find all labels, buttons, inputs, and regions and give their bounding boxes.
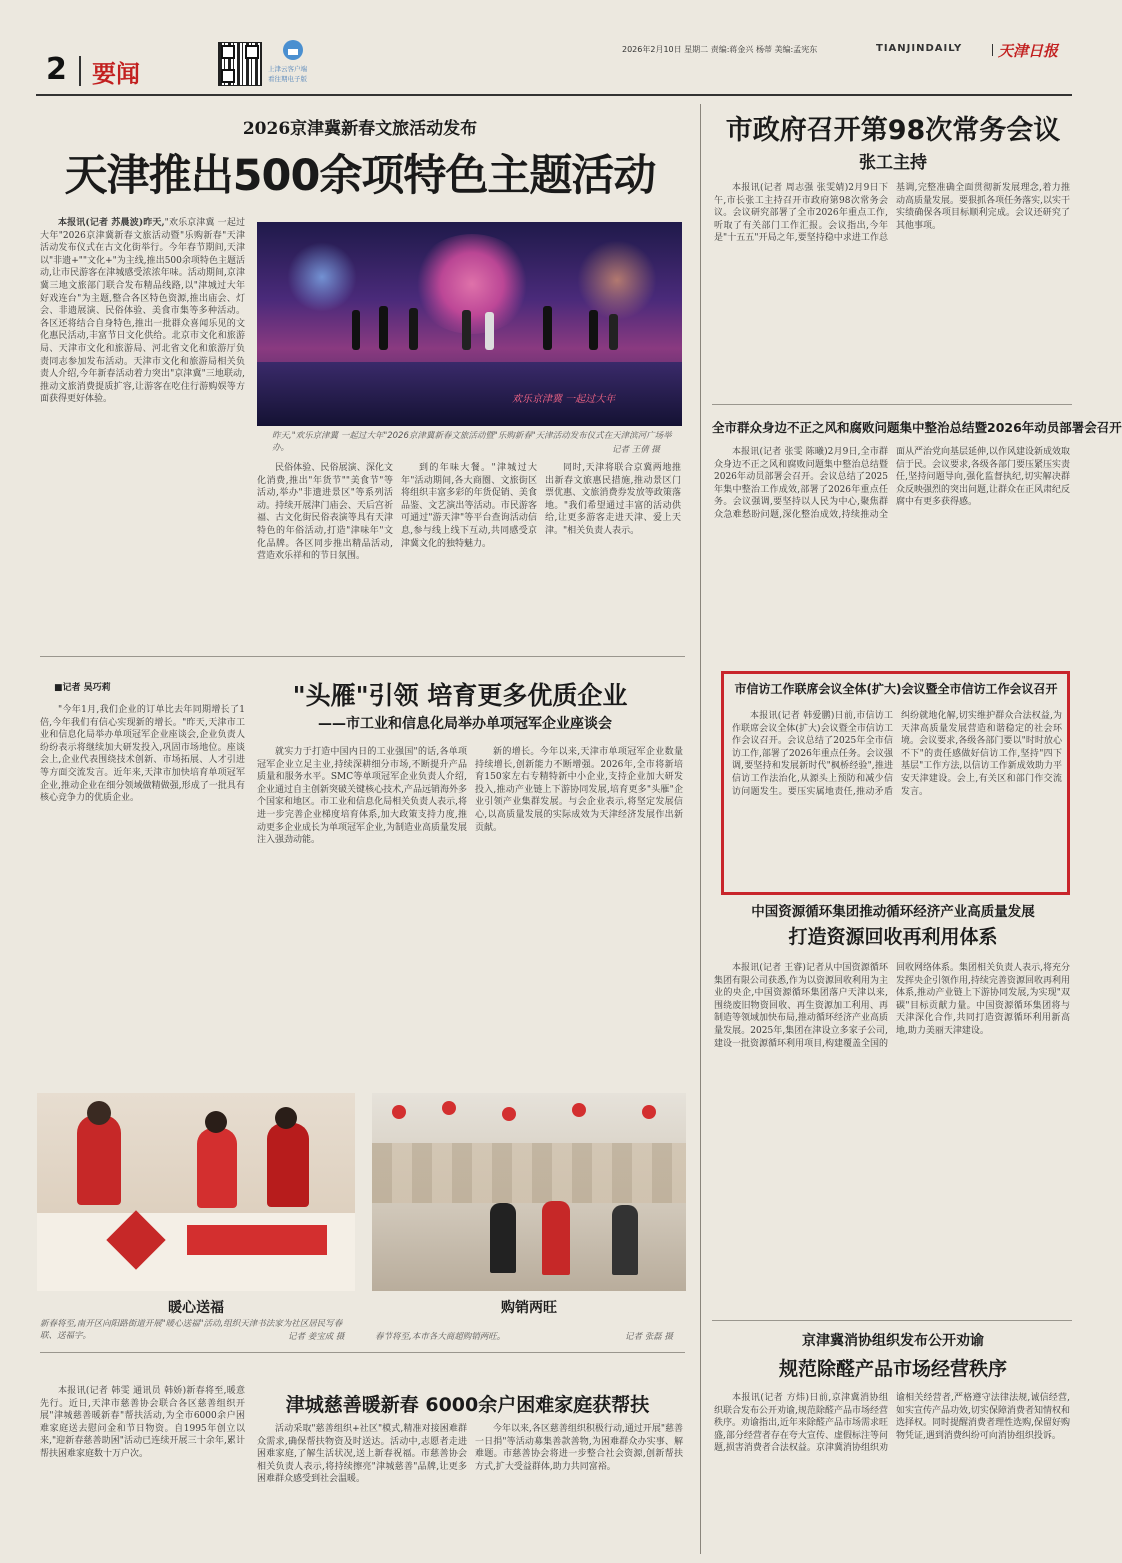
resources-kicker: 中国资源循环集团推动循环经济产业高质量发展 <box>751 904 1035 920</box>
xinfang-text: 本报讯(记者 韩爱鹏)日前,市信访工作联席会议全体(扩大)会议暨全市信访工作会议召开。会议总结了2025年全市信访工作,部署了2026年重点任务。会议强调,要坚持和发展新时代"枫桥经验",推进信访工作法治化,从源头上预防和减少信访问题发生。要压实属地责任,推动矛盾纠纷就地化解,切实维护群众合法权益,为天津高质量发展营造和谐稳定的社会环境。会议要求,各级各部门要以"时时放心不下"的责任感做好信访工作,坚持"四下基层"工作方法,以信访工作新成效助力平安天津建设。会上,有关区和部门作交流发言。 <box>732 711 1062 797</box>
lead-col-3 <box>545 462 681 642</box>
lead-col-1-text: 民俗体验、民俗展演、深化文化消费,推出"年货节""美食节"等活动,举办"非遗进景区"等系列活动。持续开展津门庙会、天后宫祈福、古文化街民俗表演等具有天津特色的年俗活动,打造"津味年"文化品牌。各区同步推出精品活动,营造欢乐祥和的节日氛围。 <box>257 463 393 562</box>
photo-right-caption: 春节将至,本市各大商超购销两旺。 <box>375 1332 506 1342</box>
charity-col-1-text: 本报讯(记者 韩雯 通讯员 韩娇)新春将至,暖意先行。近日,天津市慈善协会联合各区慈善组织开展"津城慈善暖新春"帮扶活动,为全市6000余户困难家庭送去慰问金和节日物资。自1995年创立以来,"迎新春慈善助困"活动已连续开展三十余年,累计帮扶困难家庭数十万户次。 <box>40 1386 245 1459</box>
masthead-divider <box>79 56 81 86</box>
charity-headline: 津城慈善暖新春 6000余户困难家庭获帮扶 <box>285 1394 650 1416</box>
lead-headline: 天津推出500余项特色主题活动 <box>64 151 656 201</box>
photo-left-caption: 新春将至,南开区向阳路街道开展"暖心送福"活动,组织天津书法家为社区居民写春联、送福字。 <box>40 1319 343 1341</box>
charity-col-1 <box>40 1385 245 1553</box>
consumer-headline: 规范除醛产品市场经营秩序 <box>778 1358 1007 1380</box>
mid-reporter: ■记者 吴巧莉 <box>54 683 111 693</box>
mid-subhead: ——市工业和信息化局举办单项冠军企业座谈会 <box>318 716 612 732</box>
right-divider-2 <box>712 1320 1072 1321</box>
mid-col-3 <box>475 746 683 1064</box>
lead-body-text: "欢乐京津冀 一起过大年"2026京津冀新春文旅活动暨"乐购新春"天津活动发布仪式在古文化街举行。今年春节期间,天津以"非遗+""文化+"为主线,推出500余项特色主题活动,让市民游客在津城感受浓浓年味。活动期间,京津冀三地文旅部门联合发布精品线路,以"津城过大年 好戏连台"为主题,整合各区特色资源,推出庙会、灯会、非遗展演、民俗体验、美食市集等多种活动。各区还将结合自身特色,推出一批群众喜闻乐见的文化惠民活动,丰富节日文化供给。北京市文化和旅游局、天津市文化和旅游局、河北省文化和旅游厅负责同志参加发布活动。天津市文化和旅游局相关负责人介绍,今年新春活动着力突出"京津冀"三地联动,推动文旅消费提质扩容,让游客在吃住行游购娱等方面获得更好体验。 <box>40 218 245 405</box>
mid-headline: "头雁"引领 培育更多优质企业 <box>292 681 628 710</box>
qr-label-2: 看往期电子版 <box>268 75 307 83</box>
gov-meeting-headline: 市政府召开第98次常务会议 <box>725 115 1061 146</box>
page-number: 2 <box>46 52 67 87</box>
app-logo-icon <box>283 40 303 60</box>
mid-col-1 <box>40 704 245 1064</box>
mid-col-2-text: 就实力于打造中国内日的工业强国"的话,各单项冠军企业立足主业,持续深耕细分市场,不断提升产品质量和服务水平。SMC等单项冠军企业负责人介绍,企业通过自主创新突破关键核心技术,产品远销海外多个国家和地区。市工业和信息化局相关负责人表示,将进一步完善企业梯度培育体系,加大政策支持力度,推动更多企业成长为单项冠军企业,为制造业高质量发展注入强劲动能。 <box>257 747 467 846</box>
mid-col-2 <box>257 746 467 1064</box>
mid-col-3-text: 新的增长。今年以来,天津市单项冠军企业数量持续增长,创新能力不断增强。2026年,全市将新培育150家左右专精特新中小企业,支持企业加大研发投入,推动产业链上下游协同发展,培育更多"头雁"企业引领产业集群发展。与会企业表示,将坚定发展信心,以高质量发展的实际成效为天津经济发展作出新贡献。 <box>475 747 683 833</box>
xinfang-body <box>732 710 1062 888</box>
charity-col-2-text: 活动采取"慈善组织+社区"模式,精准对接困难群众需求,确保帮扶物资及时送达。活动中,志愿者走进困难家庭,了解生活状况,送上新春祝福。市慈善协会相关负责人表示,将持续擦亮"津城慈善"品牌,让更多困难群众感受到社会温暖。 <box>257 1424 467 1485</box>
resources-headline: 打造资源回收再利用体系 <box>788 926 998 948</box>
photo-right-title: 购销两旺 <box>501 1300 557 1316</box>
lead-col-2 <box>401 462 537 642</box>
paper-name-cn: 天津日报 <box>998 42 1059 60</box>
lead-col-1 <box>257 462 393 642</box>
charity-col-3-text: 今年以来,各区慈善组织积极行动,通过开展"慈善一日捐"等活动募集善款善物,为困难群众办实事、解难题。市慈善协会将进一步整合社会资源,创新帮扶方式,扩大受益群体,助力共同富裕。 <box>475 1424 683 1472</box>
resources-text: 本报讯(记者 王睿)记者从中国资源循环集团有限公司获悉,作为以资源回收利用为主业的央企,中国资源循环集团落户天津以来,围绕废旧物资回收、再生资源加工利用、再制造等领域加快布局,推动循环经济产业高质量发展。2025年,集团在津设立多家子公司,建设一批资源循环利用项目,构建覆盖全国的回收网络体系。集团相关负责人表示,将充分发挥央企引领作用,持续完善资源回收再利用体系,推动产业链上下游协同发展,为实现"双碳"目标贡献力量。中国资源循环集团将与天津深化合作,共同打造资源循环利用新高地,助力美丽天津建设。 <box>714 963 1070 1049</box>
paper-name-en: TIANJINDAILY <box>876 43 963 54</box>
anti-corruption-text: 本报讯(记者 张雯 陈曦)2月9日,全市群众身边不正之风和腐败问题集中整治总结暨2026年动员部署会召开。会议总结了2025年集中整治工作成效,部署了2026年重点任务。会议强调,要坚持以人民为中心,聚焦群众急难愁盼问题,深化整治成效,持续推动全面从严治党向基层延伸,以作风建设新成效取信于民。会议要求,各级各部门要压紧压实责任,坚持问题导向,强化监督执纪,切实解决群众反映强烈的突出问题,让群众在正风肃纪反腐中有更多获得感。 <box>714 447 1070 520</box>
consumer-body <box>714 1392 1070 1554</box>
lead-photo-caption: 昨天,"欢乐京津冀 一起过大年"2026京津冀新春文旅活动暨"乐购新春"天津活动发布仪式在天津滨河广场举办。 <box>272 431 672 453</box>
lead-byline: 本报讯(记者 苏晨波)昨天, <box>58 218 165 228</box>
qr-label-1: 上津云客户端 <box>268 65 307 73</box>
charity-col-2 <box>257 1423 467 1553</box>
lead-col-3-text: 同时,天津将联合京冀两地推出新春文旅惠民措施,推动景区门票优惠、文旅消费券发放等政策落地。"我们希望通过丰富的活动供给,让更多游客走进天津、爱上天津。"相关负责人表示。 <box>545 463 681 536</box>
lead-photo-banner: 欢乐京津冀 一起过大年 <box>512 394 616 405</box>
gov-meeting-body <box>714 182 1070 396</box>
consumer-text: 本报讯(记者 方炜)日前,京津冀消协组织联合发布公开劝谕,规范除醛产品市场经营秩序。劝谕指出,近年来除醛产品市场需求旺盛,部分经营者存在夸大宣传、虚假标注等问题,损害消费者合法权益。京津冀消协组织劝谕相关经营者,严格遵守法律法规,诚信经营,如实宣传产品功效,切实保障消费者知情权和选择权。同时提醒消费者理性选购,保留好购物凭证,遇到消费纠纷可向消协组织投诉。 <box>714 1393 1070 1454</box>
photos-divider <box>40 1352 685 1353</box>
right-divider-1 <box>712 404 1072 405</box>
anti-corruption-body <box>714 446 1070 656</box>
resources-body <box>714 962 1070 1314</box>
photo-busy-sales <box>372 1093 686 1291</box>
lead-kicker: 2026京津冀新春文旅活动发布 <box>242 119 478 139</box>
lead-photo-credit: 记者 王倩 摄 <box>612 445 660 455</box>
lead-body <box>40 217 245 642</box>
xinfang-headline: 市信访工作联席会议全体(扩大)会议暨全市信访工作会议召开 <box>734 682 1058 696</box>
dateline: 2026年2月10日 星期二 责编:蒋金兴 杨蒂 美编:孟宪东 <box>622 45 818 54</box>
photo-left-credit: 记者 姜宝成 摄 <box>288 1332 345 1342</box>
photo-left-title: 暖心送福 <box>168 1300 224 1316</box>
consumer-kicker: 京津冀消协组织发布公开劝谕 <box>802 1333 984 1349</box>
qr-code[interactable] <box>218 42 262 86</box>
photo-warm-blessing <box>37 1093 355 1291</box>
photo-right-credit: 记者 张磊 摄 <box>625 1332 673 1342</box>
section-label: 要闻 <box>92 60 140 88</box>
mid-col-1-text: "今年1月,我们企业的订单比去年同期增长了1倍,今年我们有信心实现新的增长。"昨天,天津市工业和信息化局举办单项冠军企业座谈会,企业负责人纷纷表示将继续加大研发投入,巩固市场地位。座谈会上,企业代表围绕技术创新、市场拓展、人才引进等方面交流发言。近年来,天津市加快培育单项冠军企业,推动企业在细分领域做精做强,形成了一批具有核心竞争力的优质企业。 <box>40 705 245 804</box>
lead-divider <box>40 656 685 657</box>
charity-col-3 <box>475 1423 683 1553</box>
masthead-rule <box>36 94 1072 96</box>
lead-photo <box>257 222 682 426</box>
anti-corruption-headline: 全市群众身边不正之风和腐败问题集中整治总结暨2026年动员部署会召开 <box>712 420 1122 435</box>
column-divider <box>700 104 701 1554</box>
paper-name-divider <box>992 44 993 56</box>
gov-meeting-subhead: 张工主持 <box>859 153 927 173</box>
gov-meeting-text: 本报讯(记者 周志强 张雯婧)2月9日下午,市长张工主持召开市政府第98次常务会议。会议研究部署了全市2026年重点工作,听取了有关部门工作汇报。会议指出,今年是"十五五"开局之年,要坚持稳中求进工作总基调,完整准确全面贯彻新发展理念,着力推动高质量发展。要狠抓各项任务落实,以实干实绩确保各项目标顺利完成。会议还研究了其他事项。 <box>714 183 1070 244</box>
lead-col-2-text: 到的年味大餐。"津城过大年"活动期间,各大商圈、文旅街区将组织丰富多彩的年货促销、美食品鉴、文艺演出等活动。市民游客可通过"游天津"等平台查询活动信息,参与线上线下互动,共同感受京津冀文化的独特魅力。 <box>401 463 537 549</box>
